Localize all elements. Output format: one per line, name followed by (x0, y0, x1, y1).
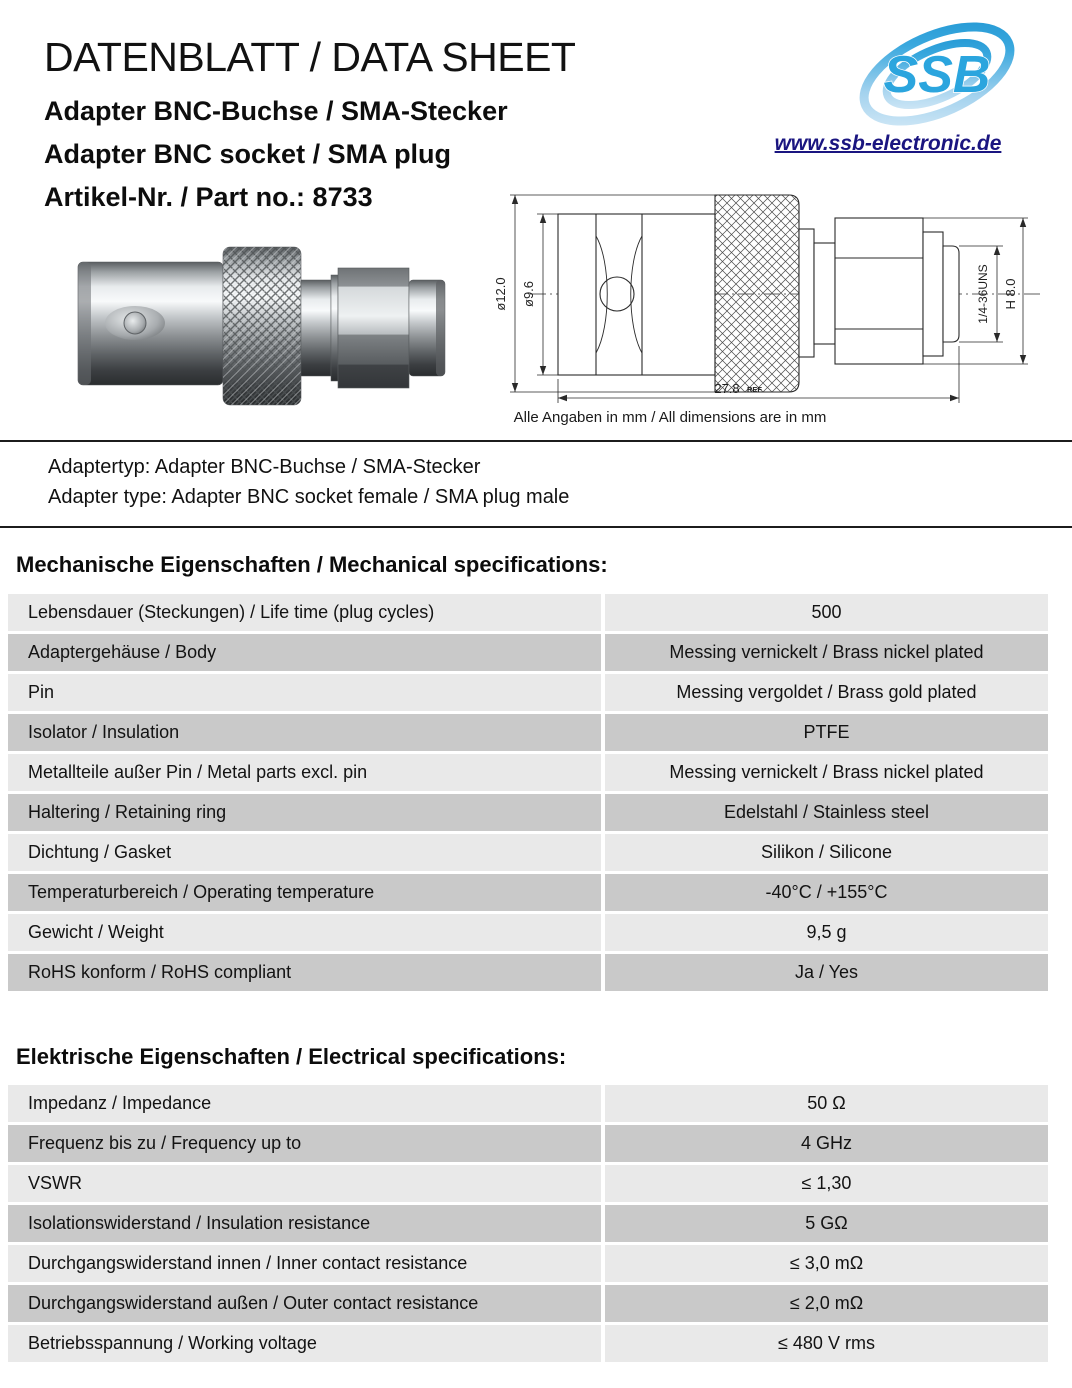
website-link[interactable]: www.ssb-electronic.de (774, 132, 1002, 155)
bayonet-pin (124, 312, 146, 334)
spec-value: Messing vernickelt / Brass nickel plated (605, 754, 1048, 791)
adapter-type-german: Adaptertyp: Adapter BNC-Buchse / SMA-Stecker (48, 456, 481, 478)
spec-label: Impedanz / Impedance (8, 1085, 601, 1122)
technical-drawing (475, 176, 1065, 411)
part-number: Artikel-Nr. / Part no.: 8733 (44, 182, 373, 212)
dimensions-note: Alle Angaben in mm / All dimensions are in mm (513, 409, 827, 426)
mechanical-table (8, 594, 1048, 994)
divider-line (0, 440, 1072, 442)
table-row (8, 1125, 1048, 1162)
spec-value: 50 Ω (605, 1085, 1048, 1122)
dim-inner-diameter-label: ø9.6 (521, 280, 536, 308)
page-title: DATENBLATT / DATA SHEET (44, 34, 576, 80)
spec-value: -40°C / +155°C (605, 874, 1048, 911)
spec-label: Durchgangswiderstand innen / Inner contact resistance (8, 1245, 601, 1282)
table-row (8, 794, 1048, 831)
product-photo (55, 235, 465, 425)
spec-value: ≤ 3,0 mΩ (605, 1245, 1048, 1282)
dimension-drawing-icon (475, 176, 1065, 411)
spec-value: ≤ 480 V rms (605, 1325, 1048, 1362)
table-row (8, 1085, 1048, 1122)
spec-label: Haltering / Retaining ring (8, 794, 601, 831)
spec-value: 500 (605, 594, 1048, 631)
adapter-type-english: Adapter type: Adapter BNC socket female / SMA plug male (48, 486, 570, 508)
spec-label: Lebensdauer (Steckungen) / Life time (plug cycles) (8, 594, 601, 631)
table-row (8, 674, 1048, 711)
mechanical-heading: Mechanische Eigenschaften / Mechanical specifications: (16, 552, 608, 577)
subtitle-english: Adapter BNC socket / SMA plug (44, 139, 452, 169)
spec-value: Ja / Yes (605, 954, 1048, 991)
table-row (8, 1205, 1048, 1242)
logo-text: SSB (883, 46, 991, 104)
spec-label: Metallteile außer Pin / Metal parts excl. pin (8, 754, 601, 791)
spec-value: Edelstahl / Stainless steel (605, 794, 1048, 831)
spec-label: Isolator / Insulation (8, 714, 601, 751)
spec-value: PTFE (605, 714, 1048, 751)
spec-label: Pin (8, 674, 601, 711)
dim-length-ref-label: REF (747, 385, 762, 394)
dim-outer-diameter-label: ø12.0 (493, 277, 508, 311)
table-row (8, 594, 1048, 631)
dim-length-label: 27.8 (714, 381, 740, 396)
spec-value: ≤ 2,0 mΩ (605, 1285, 1048, 1322)
spec-label: Gewicht / Weight (8, 914, 601, 951)
spec-value: Messing vernickelt / Brass nickel plated (605, 634, 1048, 671)
spec-value: 9,5 g (605, 914, 1048, 951)
spec-label: Adaptergehäuse / Body (8, 634, 601, 671)
table-row (8, 834, 1048, 871)
table-row (8, 914, 1048, 951)
spec-value: 4 GHz (605, 1125, 1048, 1162)
spec-label: Frequenz bis zu / Frequency up to (8, 1125, 601, 1162)
spec-value: ≤ 1,30 (605, 1165, 1048, 1202)
spec-value: Messing vergoldet / Brass gold plated (605, 674, 1048, 711)
table-row (8, 954, 1048, 991)
table-row (8, 874, 1048, 911)
table-row (8, 714, 1048, 751)
spec-value: 5 GΩ (605, 1205, 1048, 1242)
subtitle-german: Adapter BNC-Buchse / SMA-Stecker (44, 96, 508, 126)
table-row (8, 1165, 1048, 1202)
electrical-heading: Elektrische Eigenschaften / Electrical specifications: (16, 1044, 567, 1069)
dim-thread-label: 1/4-36UNS (976, 264, 990, 324)
adapter-photo-icon (55, 235, 465, 425)
dim-hex-label: H 8.0 (1003, 278, 1018, 310)
spec-value: Silikon / Silicone (605, 834, 1048, 871)
ssb-logo-icon (853, 22, 1021, 130)
table-row (8, 1325, 1048, 1362)
divider-line (0, 526, 1072, 528)
electrical-table (8, 1085, 1048, 1365)
table-row (8, 634, 1048, 671)
spec-label: Durchgangswiderstand außen / Outer contact resistance (8, 1285, 601, 1322)
spec-label: Dichtung / Gasket (8, 834, 601, 871)
hex-nut (338, 268, 409, 388)
spec-label: Isolationswiderstand / Insulation resistance (8, 1205, 601, 1242)
ssb-logo (853, 22, 1021, 130)
table-row (8, 1245, 1048, 1282)
spec-label: VSWR (8, 1165, 601, 1202)
spec-label: RoHS konform / RoHS compliant (8, 954, 601, 991)
table-row (8, 754, 1048, 791)
table-row (8, 1285, 1048, 1322)
spec-label: Temperaturbereich / Operating temperature (8, 874, 601, 911)
spec-label: Betriebsspannung / Working voltage (8, 1325, 601, 1362)
adapter-type-block (48, 452, 569, 512)
